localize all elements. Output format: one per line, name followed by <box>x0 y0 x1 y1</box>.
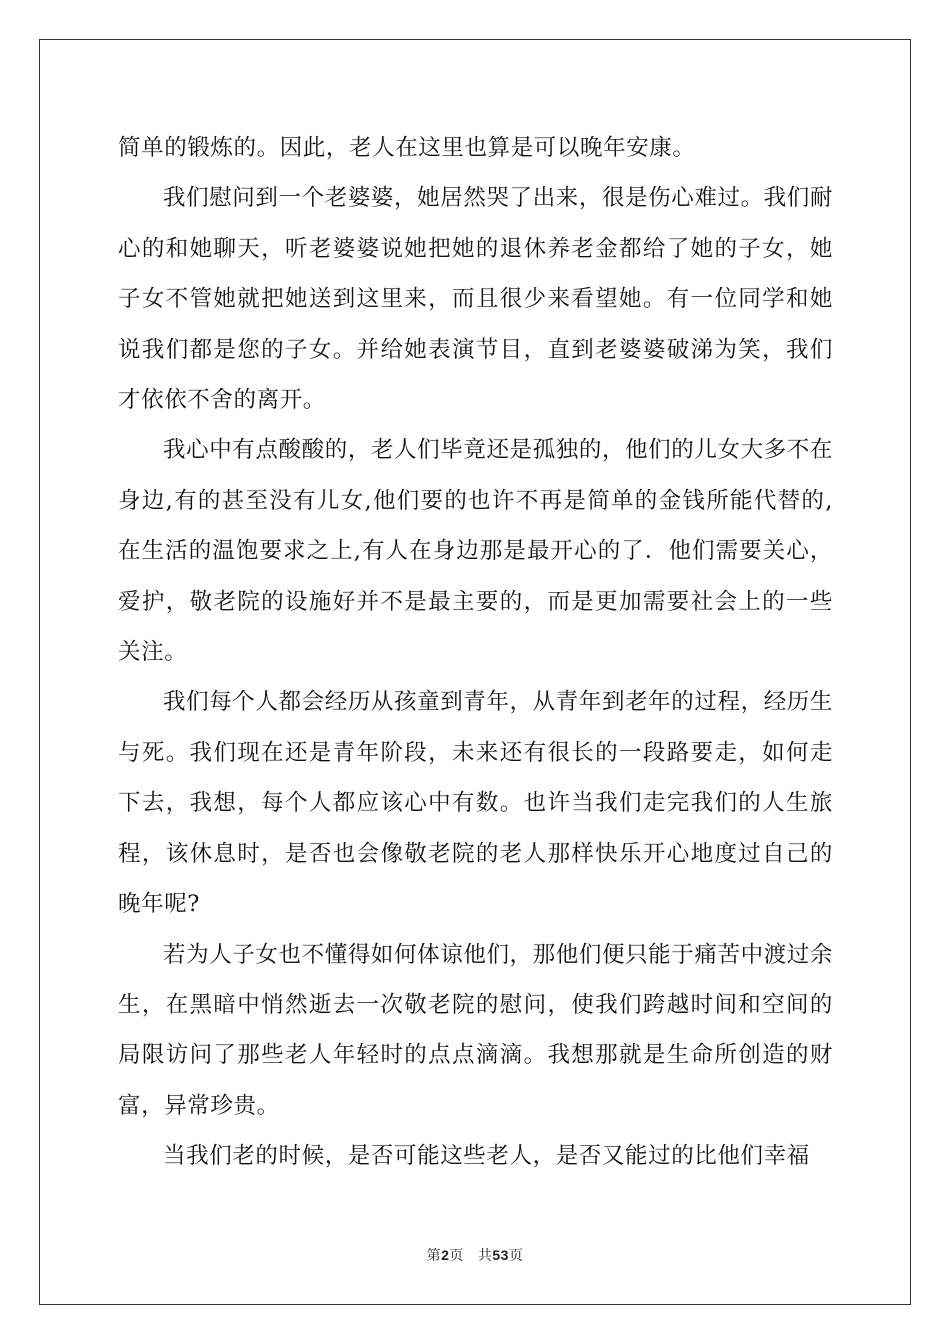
paragraph-1: 简单的锻炼的。因此，老人在这里也算是可以晚年安康。 <box>118 135 696 161</box>
page-suffix: 页 <box>449 1248 464 1264</box>
total-pages: 53 <box>492 1247 509 1263</box>
total-suffix: 页 <box>508 1248 524 1264</box>
document-body <box>118 123 833 1182</box>
total-prefix: 共 <box>477 1248 493 1264</box>
page-footer <box>0 1245 950 1265</box>
paragraph-3: 我心中有点酸酸的，老人们毕竟还是孤独的，他们的儿女大多不在身边,有的甚至没有儿女,他们要的也许不再是简单的金钱所能代替的,在生活的温饱要求之上,有人在身边那是最开心的了．他们需要关心，爱护，敬老院的设施好并不是最主要的，而是更加需要社会上的一些关注。 <box>118 437 833 666</box>
paragraph-2: 我们慰问到一个老婆婆，她居然哭了出来，很是伤心难过。我们耐心的和她聊天，听老婆婆说她把她的退休养老金都给了她的子女，她子女不管她就把她送到这里来，而且很少来看望她。有一位同学和她说我们都是您的子女。并给她表演节目，直到老婆婆破涕为笑，我们才依依不舍的离开。 <box>118 185 833 414</box>
paragraph-4: 我们每个人都会经历从孩童到青年，从青年到老年的过程，经历生与死。我们现在还是青年阶段，未来还有很长的一段路要走，如何走下去，我想，每个人都应该心中有数。也许当我们走完我们的人生旅程，该休息时，是否也会像敬老院的老人那样快乐开心地度过自己的晚年呢? <box>118 689 833 918</box>
page-prefix: 第 <box>426 1248 442 1264</box>
paragraph-6: 当我们老的时候，是否可能这些老人，是否又能过的比他们幸福 <box>163 1143 810 1170</box>
paragraph-5: 若为人子女也不懂得如何体谅他们，那他们便只能于痛苦中渡过余生，在黑暗中悄然逝去一次敬老院的慰问，使我们跨越时间和空间的局限访问了那些老人年轻时的点点滴滴。我想那就是生命所创造的财富，异常珍贵。 <box>118 941 833 1119</box>
page-number: 2 <box>441 1247 450 1263</box>
